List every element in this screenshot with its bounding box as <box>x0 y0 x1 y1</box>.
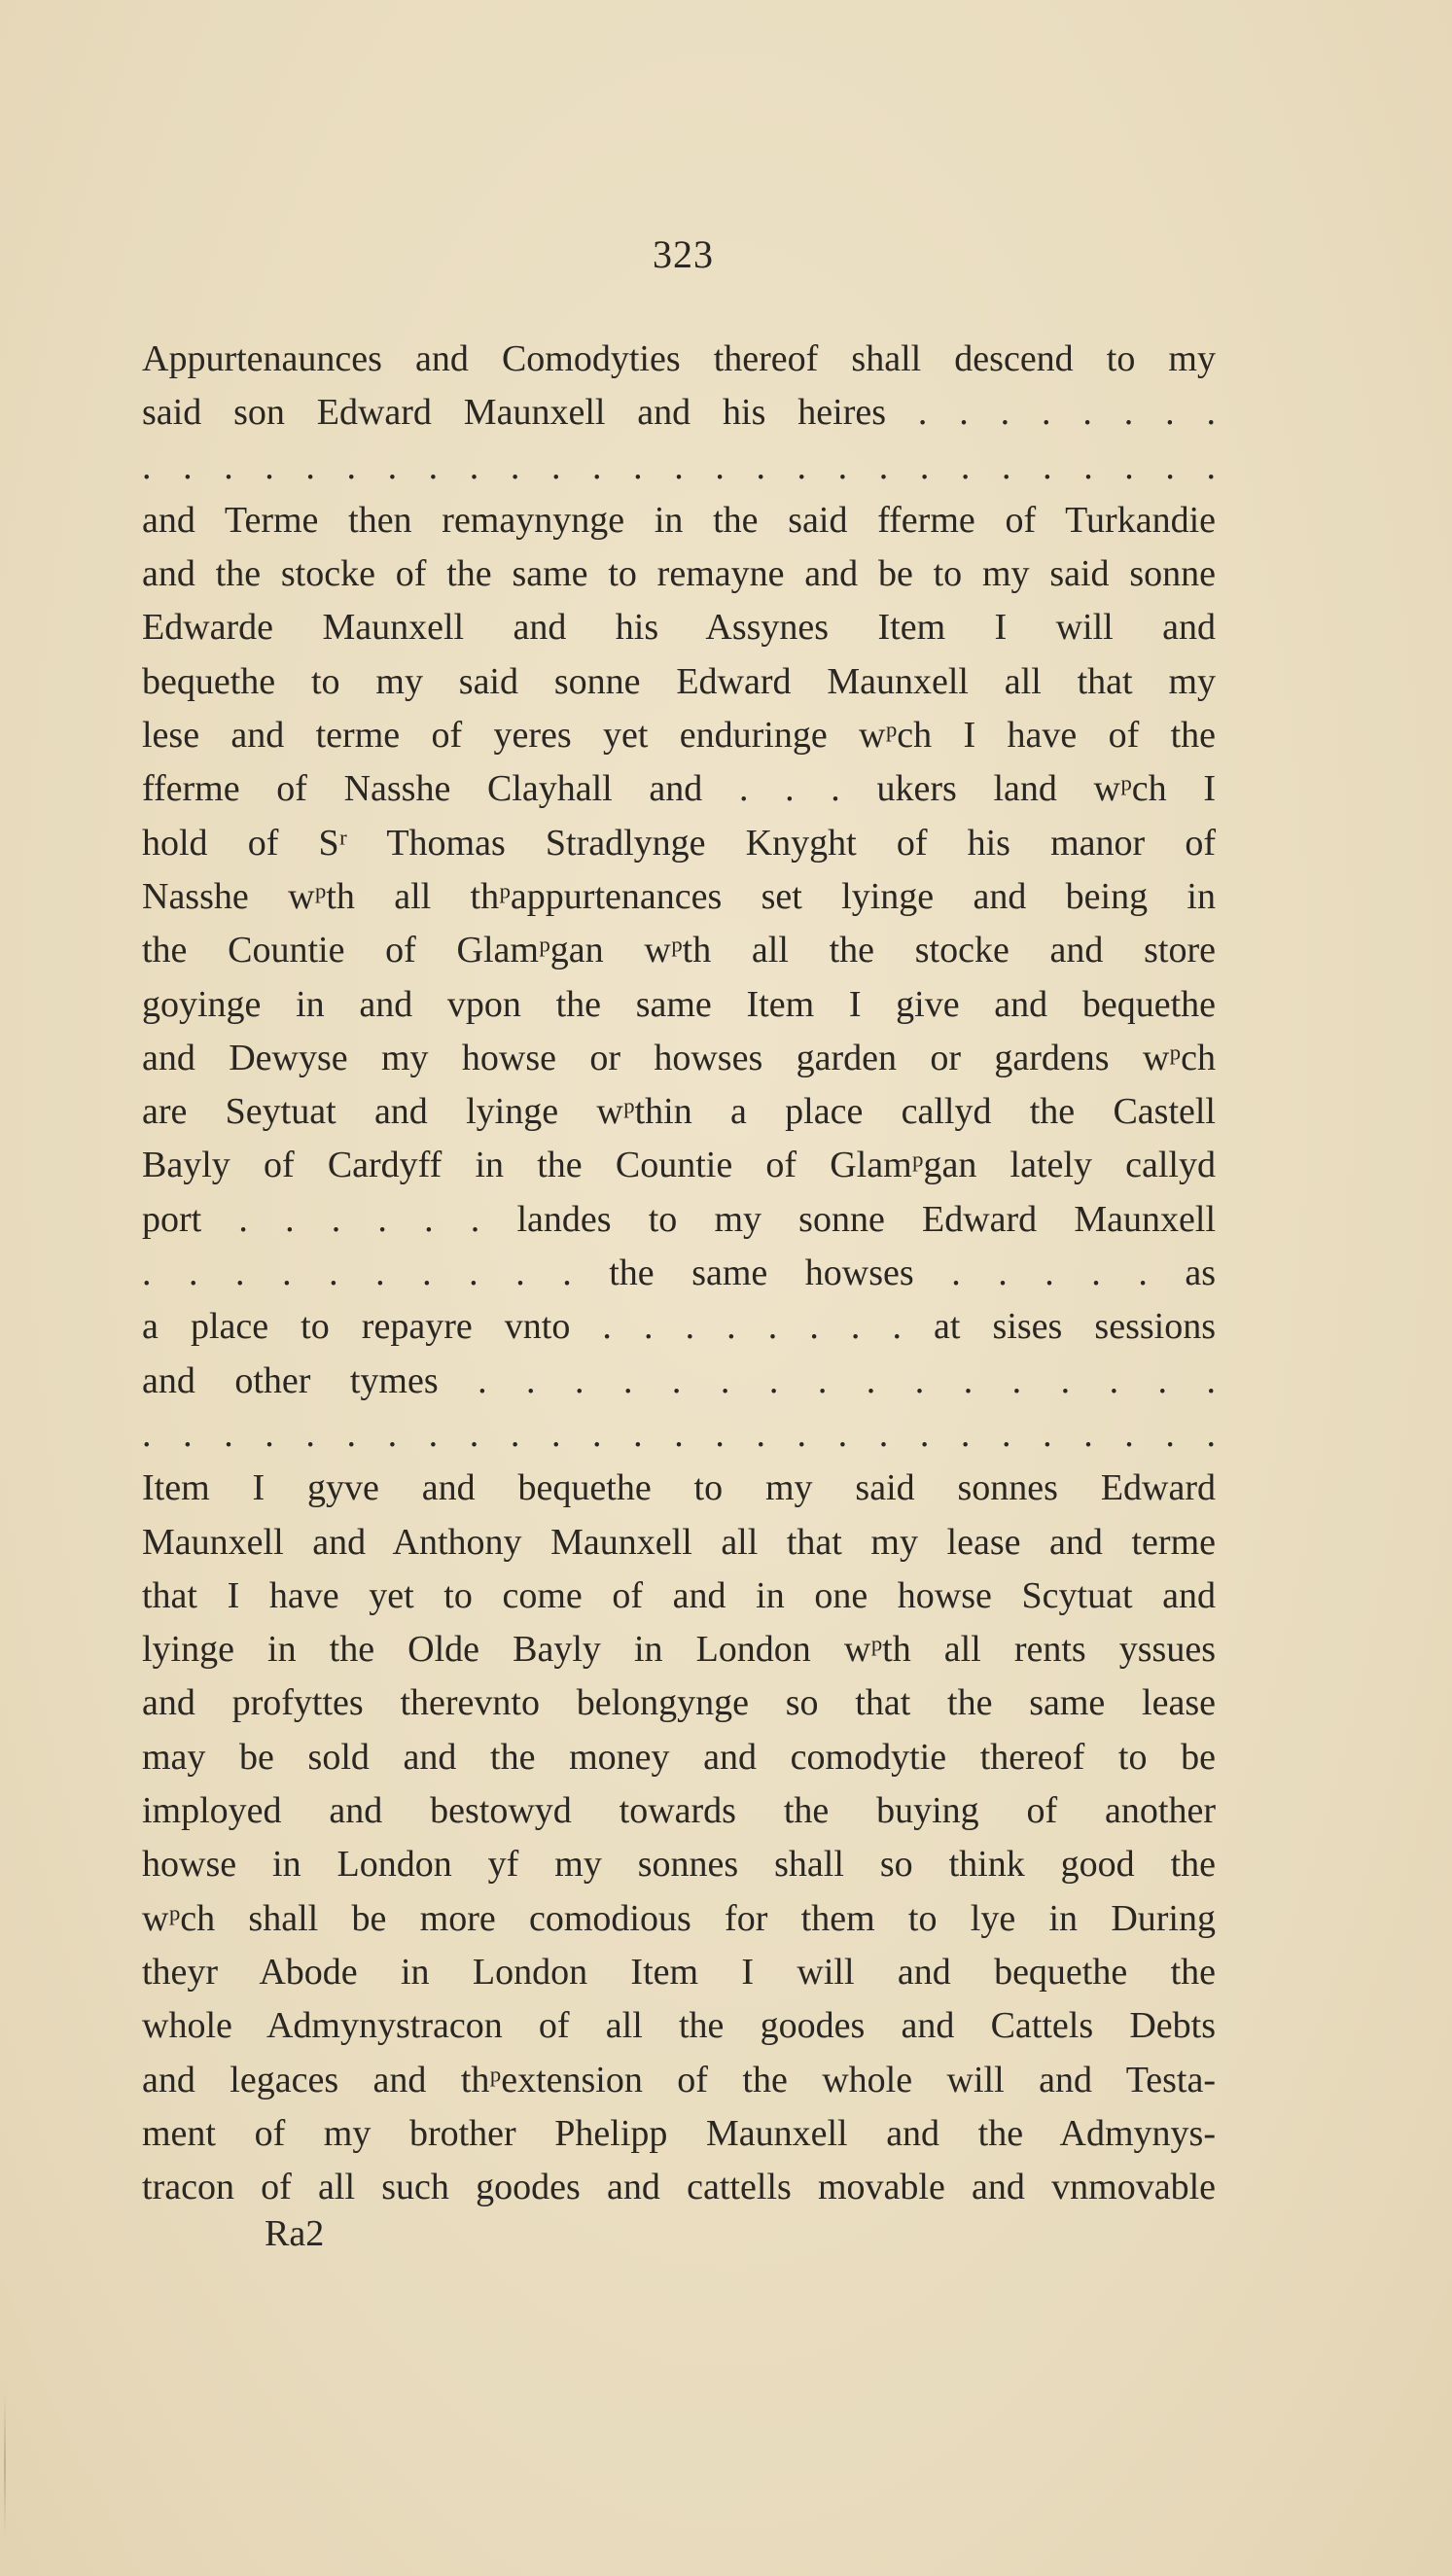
text-line: lyinge in the Olde Bayly in London wᵖth all rents yssues <box>142 1629 1216 1671</box>
text-line: . . . . . . . . . . . . . . . . . . . . . . . . . . . <box>142 445 1216 487</box>
text-line: bequethe to my said sonne Edward Maunxell all that my <box>142 660 1216 702</box>
text-line: Appurtenaunces and Comodyties thereof shall descend to my <box>142 338 1216 379</box>
text-line: and Dewyse my howse or howses garden or gardens wᵖch <box>142 1037 1216 1078</box>
text-line: ment of my brother Phelipp Maunxell and the Admynys- <box>142 2112 1216 2154</box>
text-line: tracon of all such goodes and cattells movable and vnmovable <box>142 2167 1216 2208</box>
text-line: wᵖch shall be more comodious for them to lye in During <box>142 1897 1216 1939</box>
text-line: and Terme then remaynynge in the said fferme of Turkandie <box>142 499 1216 541</box>
text-line: Item I gyve and bequethe to my said sonnes Edward <box>142 1467 1216 1509</box>
page-number: 323 <box>653 232 714 276</box>
text-line: and profyttes therevnto belongynge so that the same lease <box>142 1682 1216 1724</box>
text-line: and the stocke of the same to remayne and be to my said sonne <box>142 553 1216 595</box>
text-line: are Seytuat and lyinge wᵖthin a place callyd the Castell <box>142 1091 1216 1133</box>
text-line: . . . . . . . . . . . . . . . . . . . . . . . . . . . <box>142 1413 1216 1455</box>
text-line: hold of Sʳ Thomas Stradlynge Knyght of his manor of <box>142 822 1216 864</box>
text-line: that I have yet to come of and in one howse Scytuat and <box>142 1574 1216 1616</box>
text-line: Edwarde Maunxell and his Assynes Item I will and <box>142 607 1216 649</box>
text-line: Bayly of Cardyff in the Countie of Glamᵖgan lately callyd <box>142 1145 1216 1186</box>
signature-mark: Ra2 <box>265 2213 325 2254</box>
text-line: goyinge in and vpon the same Item I give and bequethe <box>142 983 1216 1025</box>
text-line: lese and terme of yeres yet enduringe wᵖch I have of the <box>142 715 1216 757</box>
text-line: may be sold and the money and comodytie thereof to be <box>142 1736 1216 1778</box>
text-line: and other tymes . . . . . . . . . . . . . . . . <box>142 1359 1216 1401</box>
text-line: theyr Abode in London Item I will and bequethe the <box>142 1951 1216 1993</box>
text-line: . . . . . . . . . . the same howses . . . . . as <box>142 1253 1216 1294</box>
text-line: Maunxell and Anthony Maunxell all that my lease and terme <box>142 1521 1216 1563</box>
text-line: imployed and bestowyd towards the buying of another <box>142 1790 1216 1832</box>
text-line: howse in London yf my sonnes shall so think good the <box>142 1844 1216 1886</box>
page-edge-mark <box>4 2392 6 2538</box>
body-text <box>142 333 1216 2214</box>
text-line: the Countie of Glamᵖgan wᵖth all the stocke and store <box>142 930 1216 971</box>
text-line: said son Edward Maunxell and his heires . . . . . . . . <box>142 392 1216 434</box>
text-line: a place to repayre vnto . . . . . . . . at sises sessions <box>142 1306 1216 1348</box>
text-line: and legaces and thᵖextension of the whole will and Testa- <box>142 2059 1216 2100</box>
text-line: fferme of Nasshe Clayhall and . . . ukers land wᵖch I <box>142 768 1216 810</box>
text-line: whole Admynystracon of all the goodes and Cattels Debts <box>142 2005 1216 2047</box>
text-line: Nasshe wᵖth all thᵖappurtenances set lyinge and being in <box>142 875 1216 917</box>
text-line: port . . . . . . landes to my sonne Edward Maunxell <box>142 1198 1216 1240</box>
